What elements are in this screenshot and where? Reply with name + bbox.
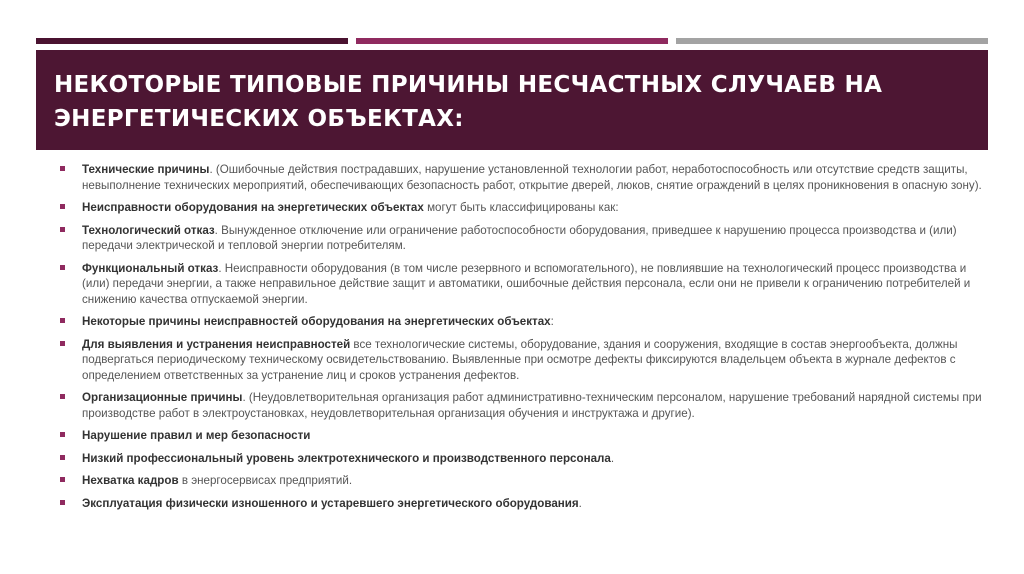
list-item	[58, 451, 988, 467]
item-lead: Нехватка кадров	[82, 474, 179, 487]
item-lead: Нарушение правил и мер безопасности	[82, 429, 311, 442]
square-bullet-icon	[60, 204, 65, 209]
item-lead: Некоторые причины неисправностей оборудования на энергетических объектах	[82, 315, 551, 328]
square-bullet-icon	[60, 455, 65, 460]
list-item	[58, 223, 988, 254]
square-bullet-icon	[60, 341, 65, 346]
item-text: :	[550, 315, 554, 328]
square-bullet-icon	[60, 227, 65, 232]
list-item	[58, 473, 988, 489]
square-bullet-icon	[60, 477, 65, 482]
square-bullet-icon	[60, 318, 65, 323]
item-text: .	[578, 496, 582, 510]
item-text: все технологические системы, оборудование, здания и сооружения, входящие в состав энергообъекта, должны подвергаться периодическому техническому освидетельствованию. Выявленные при осмотре дефекты фиксируются владельцем объекта в журнале дефектов с определением ответственных за устранение лиц и сроков устранения дефектов.	[82, 337, 958, 382]
accent-bar-magenta	[356, 38, 668, 44]
list-item	[58, 162, 988, 193]
item-text: в энергосервисах предприятий.	[178, 474, 353, 487]
bullet-list	[58, 162, 988, 511]
item-lead: Технологический отказ	[82, 223, 215, 237]
item-lead: Организационные причины	[82, 391, 243, 404]
square-bullet-icon	[60, 500, 65, 505]
list-item	[58, 496, 988, 512]
item-lead: Технические причины	[82, 163, 210, 176]
title-banner	[36, 50, 988, 150]
list-item	[58, 314, 988, 330]
item-text: могут быть классифицированы как:	[423, 201, 619, 214]
item-text: .	[610, 451, 615, 465]
slide-content	[58, 162, 988, 518]
item-text: . (Ошибочные действия пострадавших, нарушение установленной технологии работ, неработоспособность или отсутствие средств защиты, невыполнение технических мероприятий, обеспечивающих безопасность работ, открытие дверей, люков, снятие ограждений в целях проникновения в опасную зону).	[82, 163, 982, 192]
item-text: . Неисправности оборудования (в том числе резервного и вспомогательного), не повлиявшие на технологический процесс производства и (или) передачи энергии, а также неправильное действие защит и автоматики, ошибочные действия персонала, если они не привели к ограничению потребителей и снижению качества отпускаемой энергии.	[82, 261, 971, 306]
item-text: . (Неудовлетворительная организация работ административно-техническим персоналом, нарушение требований нарядной системы при производстве работ в электроустановках, неудовлетворительная организация обучения и инструктажа и другие).	[82, 391, 982, 420]
list-item	[58, 390, 988, 421]
item-lead: Низкий профессиональный уровень электротехнического и производственного персонала	[82, 451, 611, 465]
accent-bar-gray	[676, 38, 988, 44]
list-item	[58, 261, 988, 308]
slide-title: НЕКОТОРЫЕ ТИПОВЫЕ ПРИЧИНЫ НЕСЧАСТНЫХ СЛУЧАЕВ НА ЭНЕРГЕТИЧЕСКИХ ОБЪЕКТАХ:	[54, 72, 883, 132]
square-bullet-icon	[60, 432, 65, 437]
square-bullet-icon	[60, 166, 65, 171]
item-lead: Функциональный отказ	[82, 261, 219, 275]
item-lead: Эксплуатация физически изношенного и устаревшего энергетического оборудования	[82, 496, 579, 510]
square-bullet-icon	[60, 394, 65, 399]
list-item	[58, 337, 988, 384]
item-lead: Для выявления и устранения неисправностей	[82, 337, 351, 351]
list-item	[58, 200, 988, 216]
list-item	[58, 428, 988, 444]
item-lead: Неисправности оборудования на энергетических объектах	[82, 201, 424, 214]
accent-bar-dark	[36, 38, 348, 44]
item-text: . Вынужденное отключение или ограничение работоспособности оборудования, приведшее к нарушению процесса производства и (или) передачи электрической и тепловой энергии потребителям.	[82, 223, 957, 252]
square-bullet-icon	[60, 265, 65, 270]
